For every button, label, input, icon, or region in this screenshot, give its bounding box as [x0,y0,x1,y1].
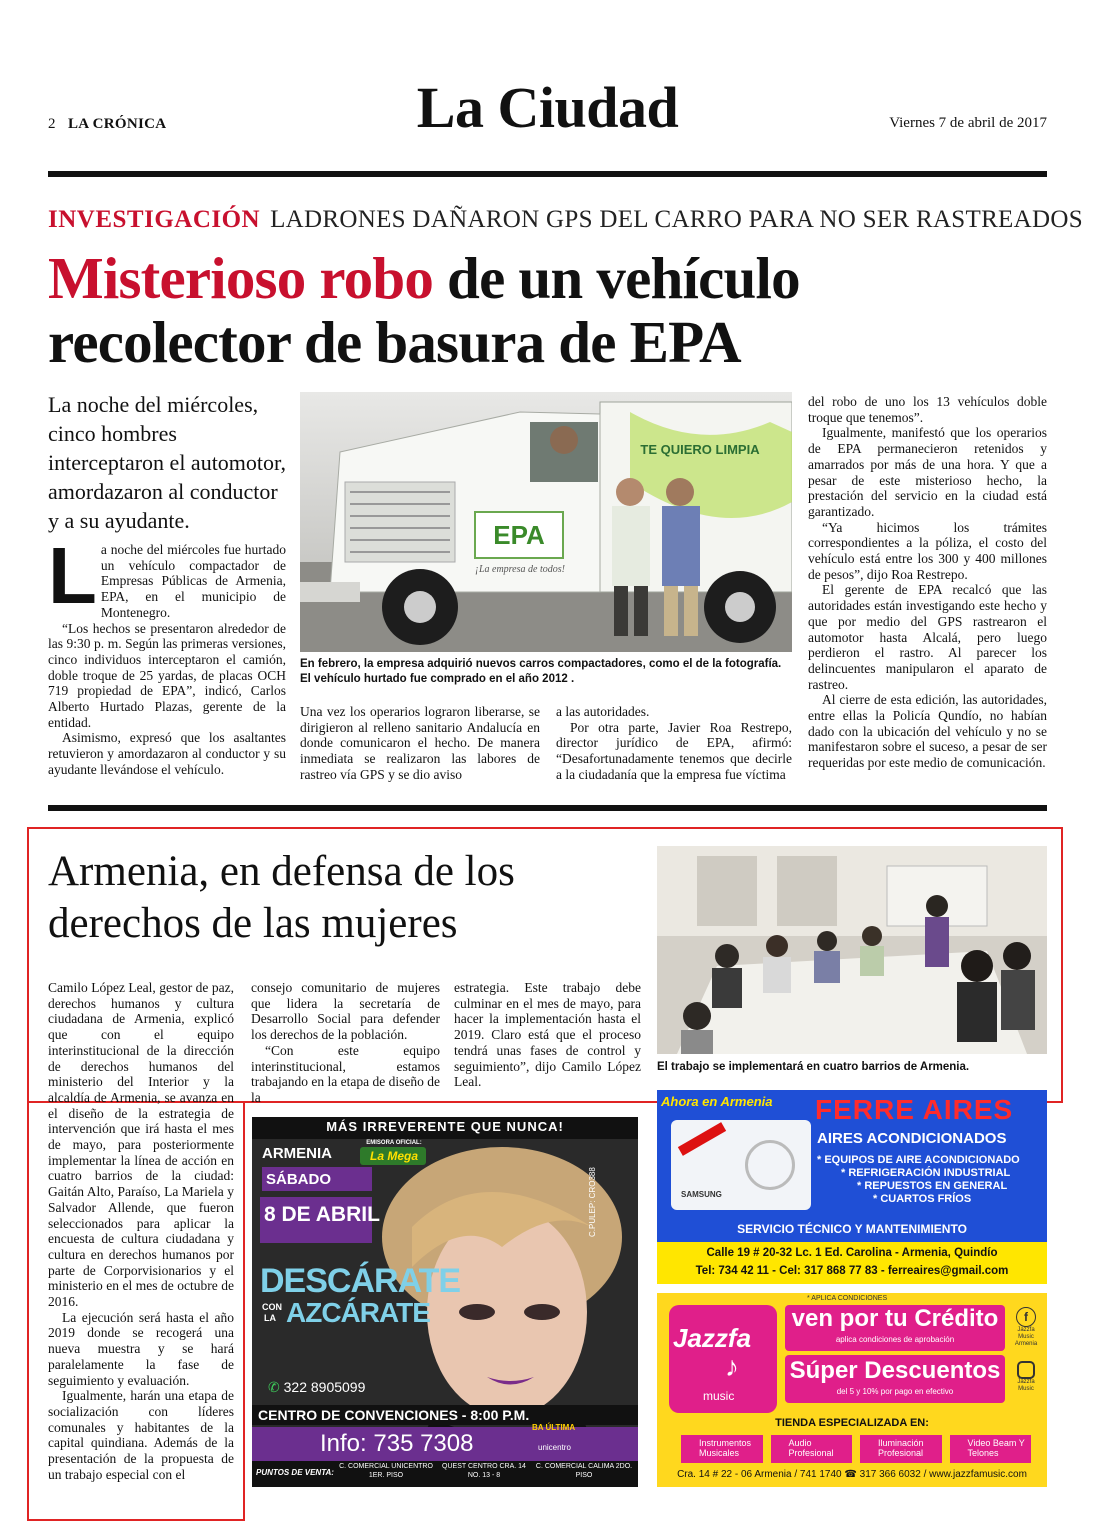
kicker-sub: LADRONES DAÑARON GPS DEL CARRO PARA NO SER RASTREADOS [270,206,1083,233]
lead-column-3 [556,704,792,783]
ferre-address: Calle 19 # 20-32 Lc. 1 Ed. Carolina - Armenia, Quindío [706,1247,998,1259]
lead-headline [48,246,1048,374]
lead-paragraph: Una vez los operarios lograron liberarse, se dirigieron al relleno sanitario Andalucía en donde comunicaron el hecho. De manera inmediata se realizaron las labores de rastreo vía GPS y se dio aviso [300,704,540,782]
instagram-link [1011,1361,1041,1393]
second-paragraph: “Con este equipo interinstitucional, estamos trabajando en la etapa de diseño de la [251,1042,440,1105]
ferre-service: SERVICIO TÉCNICO Y MANTENIMIENTO [737,1222,967,1236]
concert-puntos-label: PUNTOS DE VENTA: [256,1468,334,1477]
concert-title-2: AZCÁRATE [286,1297,430,1328]
second-column-2 [251,980,440,1106]
ferre-brand: FERRE AIRES [815,1094,1014,1125]
lead-paragraph: El gerente de EPA recalcó que las autoridades están investigando este hecho y que por medio del GPS rastrearon el automotor hasta Alcalá, pero luego perdieron el rastro. Al parecer los delincuentes manipularon el aparato de rastreo. [808,582,1047,692]
truck-slogan: TE QUIERO LIMPIA [640,442,760,457]
concert-info: Info: 735 7308 [320,1430,474,1457]
lead-deck: La noche del miércoles, cinco hombres interceptaron el automotor, amordazaron al conductor y a su ayudante. [48,392,286,533]
lead-paragraph: a las autoridades. [556,704,650,719]
concert-city: ARMENIA [262,1145,332,1162]
second-column-1 [48,980,234,1483]
truck-photo [300,392,792,652]
lead-paragraph: Por otra parte, Javier Roa Restrepo, director jurídico de EPA, afirmó: “Desafortunadamente tenemos que decirle a la ciudadanía que la empresa fue víctima [556,719,792,782]
jazzfa-credito-sub: aplica condiciones de aprobación [835,1335,955,1344]
jazzfa-credito: ven por tu Crédito [791,1305,999,1332]
truck-photo-caption: En febrero, la empresa adquirió nuevos carros compactadores, como el de la fotografía. El vehículo hurtado fue comprado en el año 2012 . [300,658,782,685]
jazzfa-descuentos-sub: del 5 y 10% por pago en efectivo [836,1387,954,1396]
jazzfa-descuentos: Súper Descuentos [789,1357,1001,1384]
category-lighting: Iluminación Profesional [860,1435,942,1463]
jazzfa-brand: Jazzfa [673,1323,752,1353]
ferre-item: * EQUIPOS DE AIRE ACONDICIONADO [817,1154,1020,1166]
lead-paragraph: Igualmente, manifestó que los operarios de EPA permanecieron retenidos y amarrados por más de una hora. Y que a pesar de este misterioso hecho, la prestación del servicio en la ciudad está garantizado. [808,425,1047,519]
second-paragraph: Camilo López Leal, gestor de paz, derechos humanos y cultura ciudadana de Armenia, explicó que con el equipo interinstitucional de la dirección de derechos humanos del ministerio del Interior y la alcaldía de Armenia, se avanza en el diseño de la estrategia de intervención que irá hasta el mes de mayo, para posteriormente implementar la línea de acción en cuatro barrios de la ciudad: Gaitán Alto, Paraíso, La Mariela y Salvador Allende, que fueron seleccionados para aplicar la encuesta de cultura ciudadana y cultura en derechos humanos por parte de Corporvisionarios y el ministerio en el mes de octubre de 2016. [48,980,234,1310]
second-headline: Armenia, en defensa de los derechos de las mujeres [48,848,515,947]
jazzfa-music: music [703,1389,735,1403]
meeting-photo-caption: El trabajo se implementará en cuatro barrios de Armenia. [657,1061,970,1073]
ferre-aires-ad [657,1090,1047,1284]
lead-column-2 [300,704,540,783]
lead-paragraph: del robo de uno los 13 vehículos doble troque que tenemos”. [808,394,1047,425]
concert-punto-3: C. COMERCIAL CALIMA 2DO. PISO [535,1463,633,1479]
jazzfa-aplica: * APLICA CONDICIONES [807,1295,888,1302]
ferre-item: * CUARTOS FRÍOS [873,1193,972,1205]
lead-paragraph: Al cierre de esta edición, las autoridades, entre ellas la Policía Qundío, no habían dado con la ubicación del vehículo y no se manifestaron sobre el suceso, a pesar de ser requeridas por este medio de comunicación. [808,692,1047,771]
lead-column-1 [48,531,286,778]
ferre-item: * REPUESTOS EN GENERAL [857,1180,1008,1192]
meeting-photo [657,846,1047,1054]
concert-whatsapp: ✆ 322 8905099 [268,1379,366,1395]
category-video: Video Beam Y Telones [950,1435,1032,1463]
masthead-rule [48,171,1047,177]
ferre-top: Ahora en Armenia [661,1094,773,1109]
ferre-contact: Tel: 734 42 11 - Cel: 317 868 77 83 - ferreaires@gmail.com [695,1265,1009,1277]
fan-icon [745,1140,795,1190]
concert-title-1: DESCÁRATE [260,1262,461,1300]
lead-column-4 [808,394,1047,771]
wrench-icon [678,1122,726,1156]
issue-date: Viernes 7 de abril de 2017 [889,115,1047,131]
concert-sponsor-1: BA ÚLTIMA [532,1423,576,1432]
truck-logo: EPA [493,520,545,550]
ferre-items [817,1154,1020,1206]
category-instruments: Instrumentos Musicales [681,1435,763,1463]
concert-banner: MÁS IRREVERENTE QUE NUNCA! [326,1119,564,1134]
second-paragraph: estrategia. Este trabajo debe culminar en el mes de mayo, para hacer la implementación hasta el 2019. Claro está que el proceso tendrá unas fases de control y seguimiento”, dijo Camilo López Leal. [454,980,641,1090]
concert-title-la: LA [264,1313,276,1323]
concert-emisora-label: EMISORA OFICIAL: [366,1140,422,1146]
page-number: 2 [48,116,56,132]
lead-paragraph: “Ya hicimos los trámites correspondientes a la póliza, el costo del vehículo está entre los 300 y 400 millones de pesos”, dijo Roa Restrepo. [808,519,1047,582]
kicker-tag: INVESTIGACIÓN [48,206,261,233]
concert-venue: CENTRO DE CONVENCIONES - 8:00 P.M. [258,1407,530,1423]
lead-paragraph: La noche del miércoles fue hurtado un vehículo compactador de Empresas Públicas de Armenia, EPA, en el municipio de Montenegro. [48,531,286,620]
whatsapp-icon: ✆ [268,1379,284,1395]
story-divider [48,805,1047,811]
lead-kicker [48,206,1083,234]
facebook-icon: f [1016,1307,1036,1327]
concert-pulep: C.PULEP: CRO388 [588,1167,597,1237]
ac-unit-image [671,1120,811,1210]
truck-tagline: ¡La empresa de todos! [475,564,565,575]
concert-ad [252,1117,638,1487]
second-paragraph: La ejecución será hasta el año 2019 donde se recogerá una nueva muestra y se hará paralelamente la fase de seguimiento y evaluación. [48,1309,234,1388]
social-1: Jazzfa Music Armenia [1014,1327,1038,1347]
category-audio: Audio Profesional [771,1435,853,1463]
paper-name: LA CRÓNICA [68,116,167,132]
instagram-icon [1017,1361,1035,1379]
concert-date: 8 DE ABRIL [264,1203,380,1226]
lead-paragraph: “Los hechos se presentaron alrededor de las 9:30 p. m. Según las primeras versiones, cinco individuos interceptaron el camión, doble troque de 25 yardas, de placas OCH 719 propiedad de EPA”, indicó, Carlos Alberto Hurtado Plazas, gerente de la entidad. [48,620,286,730]
jazzfa-ad [657,1293,1047,1487]
facebook-link [1011,1307,1041,1348]
ferre-subtitle: AIRES ACONDICIONADOS [817,1130,1007,1147]
ferre-item: * REFRIGERACIÓN INDUSTRIAL [841,1167,1011,1179]
concert-punto-1: C. COMERCIAL UNICENTRO 1ER. PISO [339,1463,433,1479]
headline-red: Misterioso robo [48,245,434,311]
social-2: Jazzfa Music [1017,1379,1035,1392]
concert-sponsor-2: unicentro [538,1443,571,1452]
concert-title-con: CON [262,1302,282,1312]
jazzfa-categories [681,1435,1031,1463]
jazzfa-tienda: TIENDA ESPECIALIZADA EN: [775,1417,929,1429]
dropcap: L [48,531,97,620]
concert-day: SÁBADO [266,1171,332,1188]
lead-paragraph: Asimismo, expresó que los asaltantes retuvieron y amordazaron al conductor y su ayudante llevándose el vehículo. [48,730,286,777]
music-note-icon: ♪ [725,1351,739,1382]
headline-rest: de un vehículo recolector de basura de EPA [48,245,800,375]
second-paragraph: consejo comunitario de mujeres que lidera la secretaría de Desarrollo Social para defender los derechos de la población. [251,980,440,1043]
samsung-label: SAMSUNG [681,1190,722,1199]
concert-punto-2: QUEST CENTRO CRA. 14 NO. 13 - 8 [442,1463,526,1479]
jazzfa-footer: Cra. 14 # 22 - 06 Armenia / 741 1740 ☎ 317 366 6032 / www.jazzfamusic.com [677,1469,1027,1480]
second-paragraph: Igualmente, harán una etapa de socialización con líderes comunales y habitantes de la capital quindiana. Además de la presentación de la propuesta de un trabajo especial con el [48,1388,234,1482]
concert-emisora: La Mega [369,1149,418,1163]
second-column-3 [454,980,641,1090]
section-title: La Ciudad [416,75,679,140]
jazzfa-logo [669,1305,777,1413]
